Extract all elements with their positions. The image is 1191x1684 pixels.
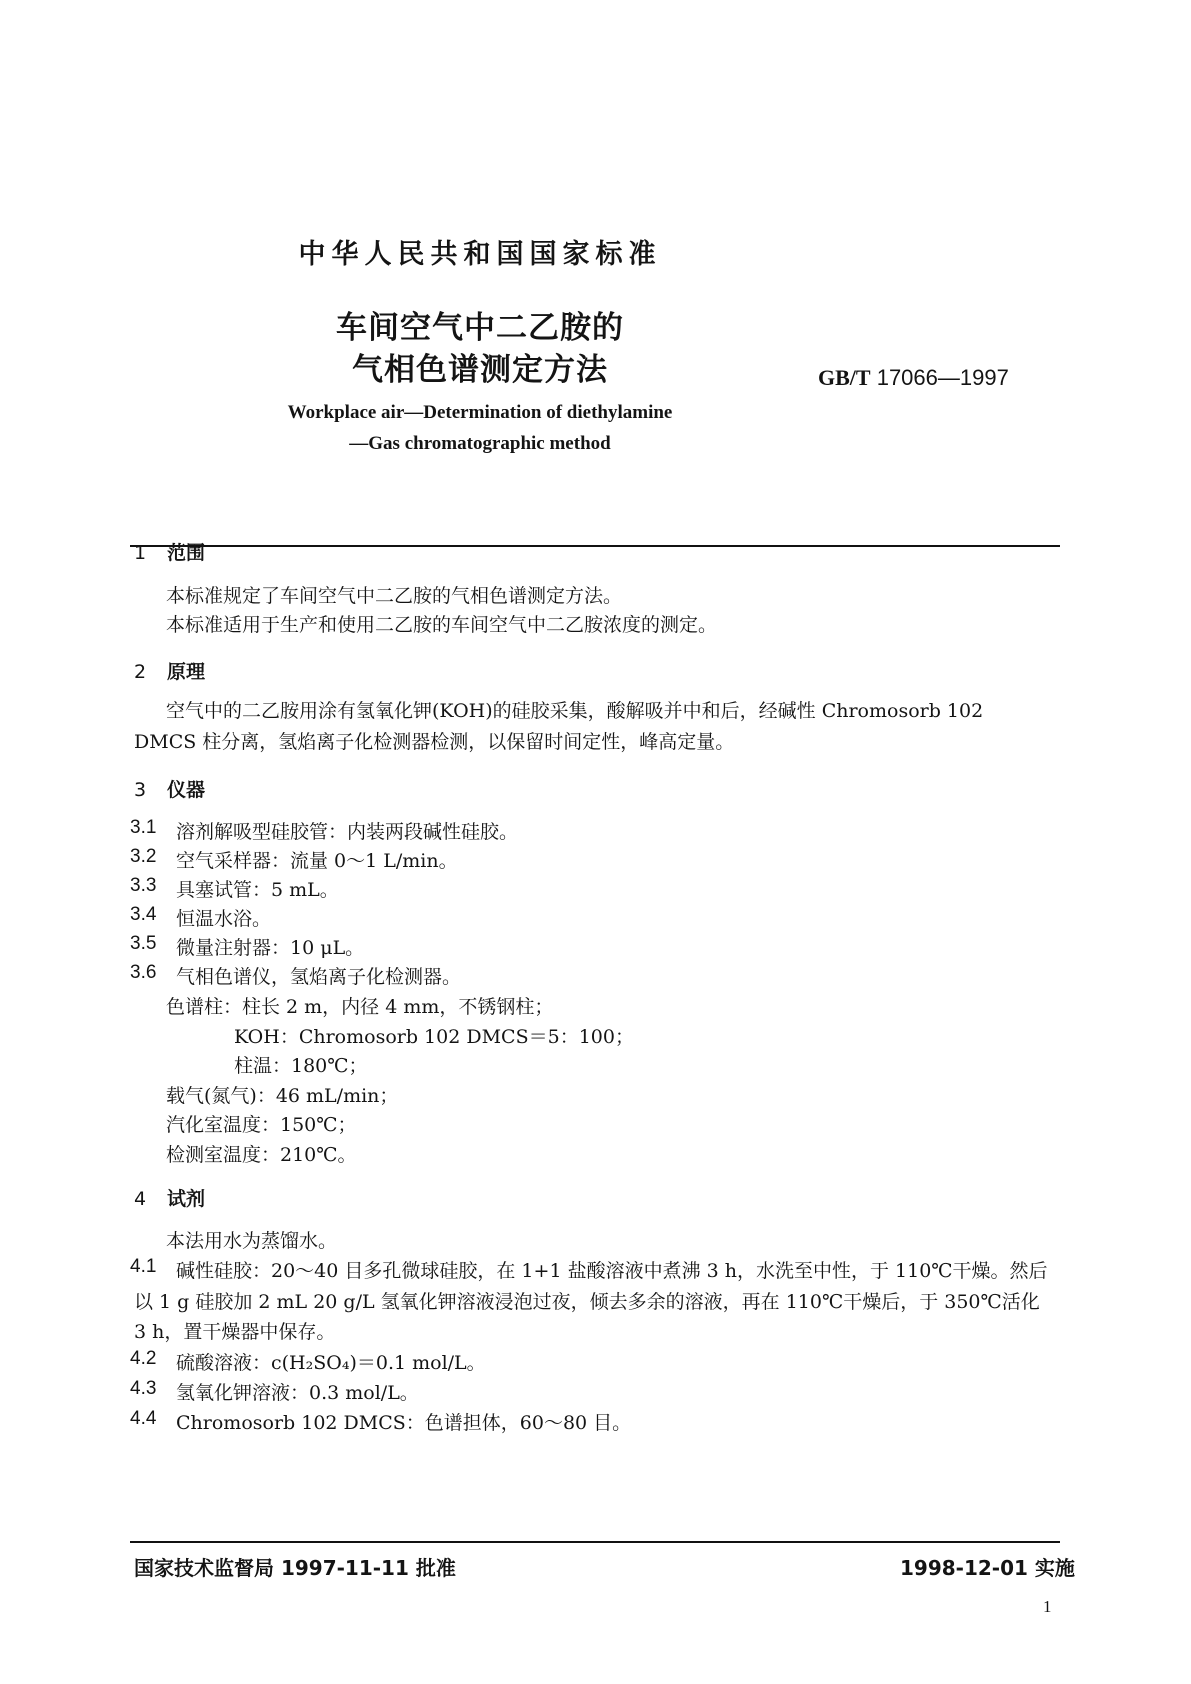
section-1-paragraph-1: 本标准规定了车间空气中二乙胺的气相色谱测定方法。 <box>166 585 623 607</box>
item-4-4-number: 4.4 <box>130 1408 157 1429</box>
section-2-paragraph-line1: 空气中的二乙胺用涂有氢氧化钾(KOH)的硅胶采集，酸解吸并中和后，经碱性 Chromosorb 102 <box>166 700 984 722</box>
document-title-line2: 气相色谱测定方法 <box>352 352 608 388</box>
carrier-gas: 载气(氮气)：46 mL/min； <box>166 1085 399 1107</box>
vaporizer-temperature: 汽化室温度：150℃； <box>166 1114 357 1136</box>
koh-ratio: KOH：Chromosorb 102 DMCS＝5：100； <box>234 1026 634 1048</box>
item-4-1-number: 4.1 <box>130 1256 157 1277</box>
column-temperature: 柱温：180℃； <box>234 1055 368 1077</box>
item-3-2-text: 空气采样器：流量 0～1 L/min。 <box>176 850 458 872</box>
document-title-line1: 车间空气中二乙胺的 <box>336 310 624 346</box>
item-4-1-line1: 碱性硅胶：20～40 目多孔微球硅胶，在 1+1 盐酸溶液中煮沸 3 h，水洗至中性，于 110℃干燥。然后 <box>176 1260 1048 1282</box>
section-4-heading: 4 试剂 <box>134 1188 206 1210</box>
implementation-date: 1998-12-01 实施 <box>900 1556 1075 1580</box>
column-spec: 色谱柱：柱长 2 m，内径 4 mm，不锈钢柱； <box>166 996 554 1018</box>
section-2-paragraph-line2: DMCS 柱分离，氢焰离子化检测器检测，以保留时间定性，峰高定量。 <box>134 731 735 753</box>
section-3-heading: 3 仪器 <box>134 779 206 801</box>
item-3-5-text: 微量注射器：10 μL。 <box>176 937 365 959</box>
item-3-5-number: 3.5 <box>130 933 157 954</box>
english-title-line2: —Gas chromatographic method <box>349 433 611 454</box>
english-title-line1: Workplace air—Determination of diethylamine <box>287 402 673 423</box>
standard-number <box>818 365 1009 391</box>
item-4-3-number: 4.3 <box>130 1378 157 1399</box>
detector-temperature: 检测室温度：210℃。 <box>166 1144 357 1166</box>
item-3-6-text: 气相色谱仪，氢焰离子化检测器。 <box>176 966 462 988</box>
section-1-paragraph-2: 本标准适用于生产和使用二乙胺的车间空气中二乙胺浓度的测定。 <box>166 614 718 636</box>
section-4-intro: 本法用水为蒸馏水。 <box>166 1230 338 1252</box>
page-number: 1 <box>1043 1597 1052 1616</box>
item-3-4-text: 恒温水浴。 <box>176 908 272 930</box>
item-4-1-line2: 以 1 g 硅胶加 2 mL 20 g/L 氢氧化钾溶液浸泡过夜，倾去多余的溶液，再在 110℃干燥后，于 350℃活化 <box>134 1291 1040 1313</box>
item-3-4-number: 3.4 <box>130 904 157 925</box>
item-3-6-number: 3.6 <box>130 962 157 983</box>
item-4-1-line3: 3 h，置干燥器中保存。 <box>134 1321 336 1343</box>
standard-prefix: GB/T <box>818 365 871 390</box>
item-4-3-text: 氢氧化钾溶液：0.3 mol/L。 <box>176 1382 419 1404</box>
item-4-2-text: 硫酸溶液：c(H₂SO₄)＝0.1 mol/L。 <box>176 1352 486 1374</box>
standard-number-value: 17066—1997 <box>876 365 1009 390</box>
item-4-2-number: 4.2 <box>130 1348 157 1369</box>
section-2-heading: 2 原理 <box>134 661 206 683</box>
item-3-1-text: 溶剂解吸型硅胶管：内装两段碱性硅胶。 <box>176 821 519 843</box>
item-4-4-text: Chromosorb 102 DMCS：色谱担体，60～80 目。 <box>176 1412 632 1434</box>
item-3-2-number: 3.2 <box>130 846 157 867</box>
header-divider <box>130 545 1060 547</box>
footer-divider <box>130 1541 1060 1543</box>
item-3-3-text: 具塞试管：5 mL。 <box>176 879 339 901</box>
section-1-heading: 1 范围 <box>134 542 206 564</box>
standard-title: 中华人民共和国国家标准 <box>298 239 662 270</box>
approval-date: 国家技术监督局 1997-11-11 批准 <box>134 1556 456 1580</box>
item-3-1-number: 3.1 <box>130 817 157 838</box>
item-3-3-number: 3.3 <box>130 875 157 896</box>
